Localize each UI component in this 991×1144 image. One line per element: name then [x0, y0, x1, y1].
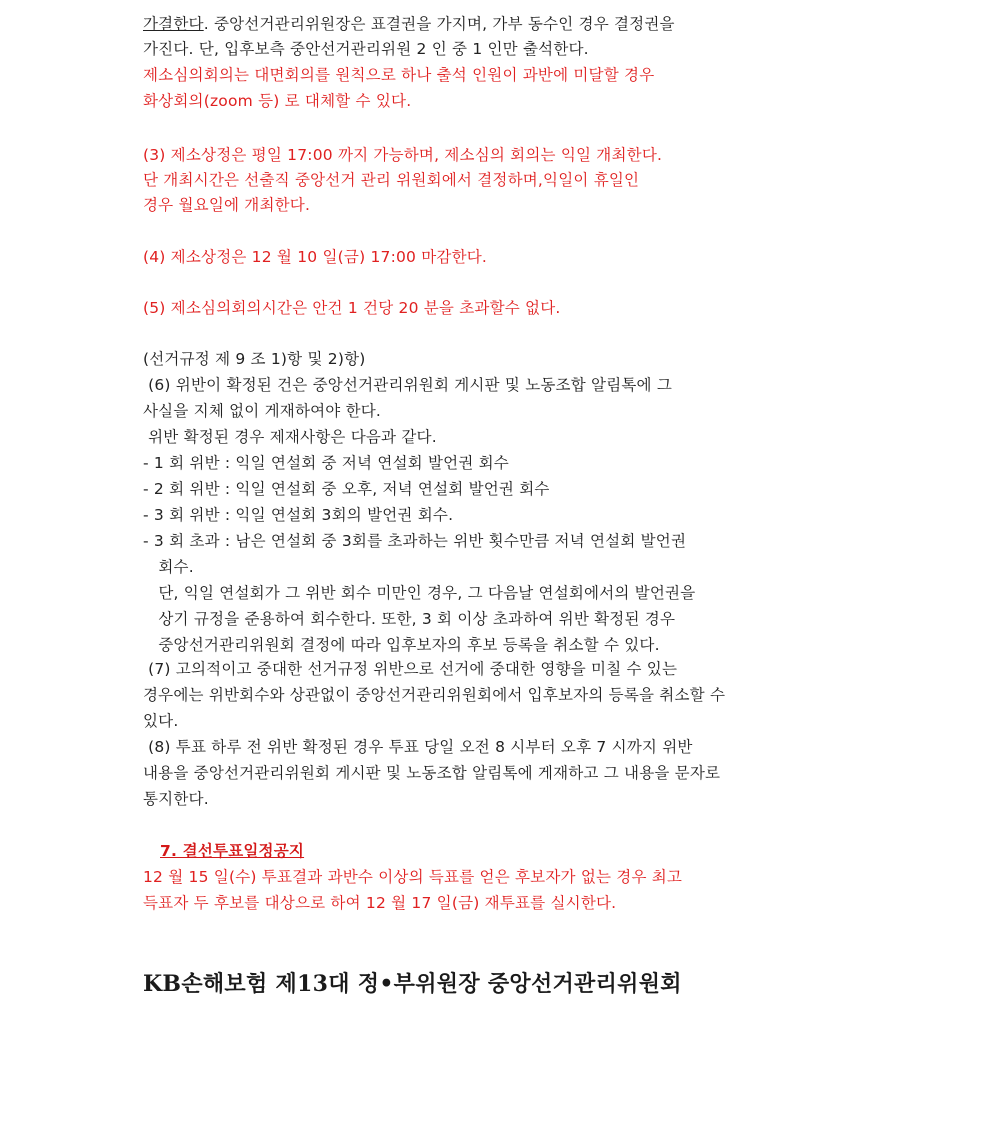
- section7-line-1: 12 월 15 일(수) 투표결과 과반수 이상의 득표를 얻은 후보자가 없는 경우 최고: [143, 868, 683, 886]
- intro-red-line-1: 제소심의회의는 대면회의를 원칙으로 하나 출석 인원이 과반에 미달할 경우: [143, 66, 655, 84]
- item6-line-2: 사실을 지체 없이 게재하여야 한다.: [143, 402, 382, 420]
- section7-heading: 7. 결선투표일정공지: [160, 842, 305, 860]
- section7-line-2: 득표자 두 후보를 대상으로 하여 12 월 17 일(금) 재투표를 실시한다.: [143, 894, 617, 912]
- item3-line-2: 단 개최시간은 선출직 중앙선거 관리 위원회에서 결정하며,익일이 휴일인: [143, 171, 640, 189]
- note-line-2: 상기 규정을 준용하여 회수한다. 또한, 3 회 이상 초과하여 위반 확정된 경우: [143, 610, 676, 628]
- item5-line-1: (5) 제소심의회의시간은 안건 1 건당 20 분을 초과할수 없다.: [143, 299, 561, 317]
- underlined-word: 가결한다: [143, 15, 204, 33]
- item3-line-3: 경우 월요일에 개최한다.: [143, 196, 311, 214]
- sanction-4-line-1: - 3 회 초과 : 남은 연설회 중 3회를 초과하는 위반 횟수만큼 저녁 연설회 발언권: [143, 532, 687, 550]
- item8-line-3: 통지한다.: [143, 790, 209, 808]
- sanction-3: - 3 회 위반 : 익일 연설회 3회의 발언권 회수.: [143, 506, 454, 524]
- item8-line-2: 내용을 중앙선거관리위원회 게시판 및 노동조합 알림톡에 게재하고 그 내용을 문자로: [143, 764, 721, 782]
- sanction-2: - 2 회 위반 : 익일 연설회 중 오후, 저녁 연설회 발언권 회수: [143, 480, 550, 498]
- intro-red-line-2: 화상회의(zoom 등) 로 대체할 수 있다.: [143, 92, 412, 110]
- committee-title: KB손해보험 제13대 정•부위원장 중앙선거관리위원회: [143, 971, 682, 997]
- item7-line-3: 있다.: [143, 712, 179, 730]
- sanction-1: - 1 회 위반 : 익일 연설회 중 저녁 연설회 발언권 회수: [143, 454, 509, 472]
- item7-line-2: 경우에는 위반회수와 상관없이 중앙선거관리위원회에서 입후보자의 등록을 취소할 수: [143, 686, 726, 704]
- note-line-3: 중앙선거관리위원회 결정에 따라 입후보자의 후보 등록을 취소할 수 있다.: [143, 636, 660, 654]
- item4-line-1: (4) 제소상정은 12 월 10 일(금) 17:00 마감한다.: [143, 248, 488, 266]
- item8-line-1: (8) 투표 하루 전 위반 확정된 경우 투표 당일 오전 8 시부터 오후 7 시까지 위반: [143, 738, 693, 756]
- sanction-4-line-2: 회수.: [143, 558, 194, 576]
- item7-line-1: (7) 고의적이고 중대한 선거규정 위반으로 선거에 중대한 영향을 미칠 수 있는: [143, 660, 678, 678]
- intro-line-1-rest: . 중앙선거관리위원장은 표결권을 가지며, 가부 동수인 경우 결정권을: [203, 15, 675, 33]
- rules-reference: (선거규정 제 9 조 1)항 및 2)항): [143, 350, 366, 368]
- item6-line-1: (6) 위반이 확정된 건은 중앙선거관리위원회 게시판 및 노동조합 알림톡에 그: [143, 376, 673, 394]
- intro-line-2: 가진다. 단, 입후보측 중안선거관리위원 2 인 중 1 인만 출석한다.: [143, 40, 589, 58]
- intro-line-1: [143, 14, 675, 34]
- note-line-1: 단, 익일 연설회가 그 위반 회수 미만인 경우, 그 다음날 연설회에서의 발언권을: [143, 584, 696, 602]
- item3-line-1: (3) 제소상정은 평일 17:00 까지 가능하며, 제소심의 회의는 익일 개최한다.: [143, 146, 663, 164]
- sanctions-intro: 위반 확정된 경우 제재사항은 다음과 같다.: [143, 428, 437, 446]
